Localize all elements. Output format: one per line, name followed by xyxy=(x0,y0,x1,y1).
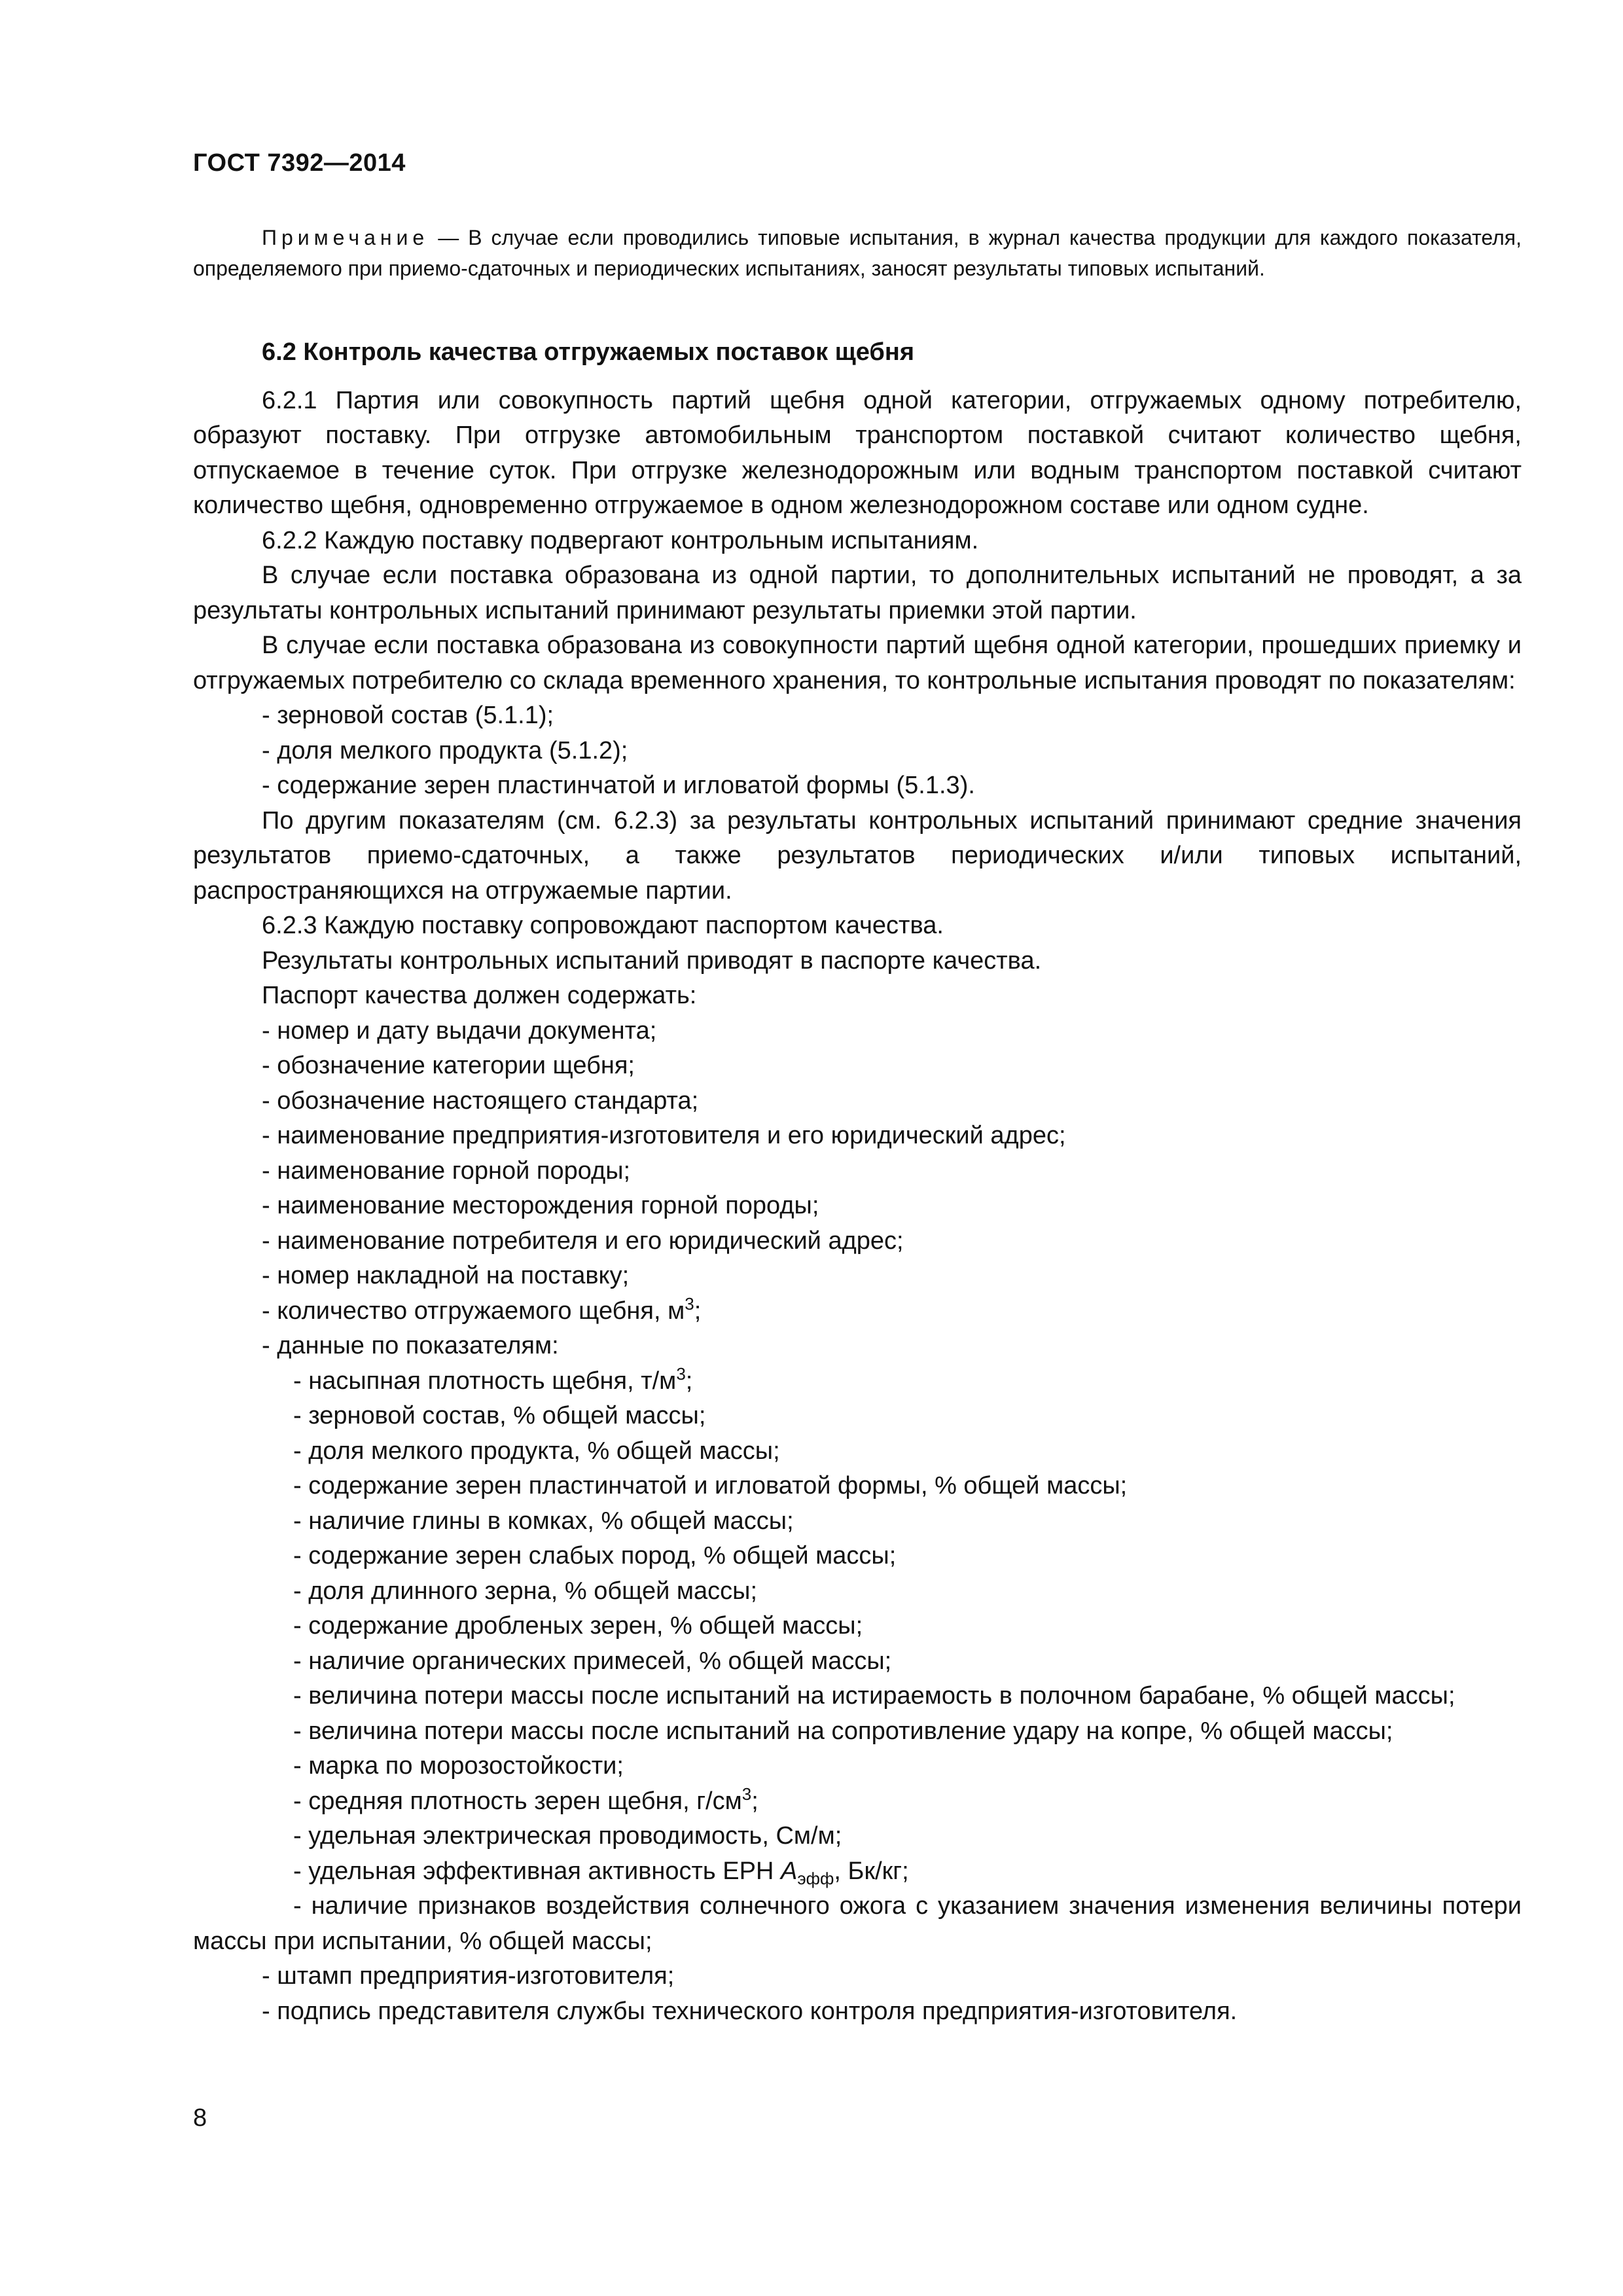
sublist-item: - доля мелкого продукта, % общей массы; xyxy=(293,1437,780,1465)
activity-text: - удельная эффективная активность ЕРН xyxy=(293,1857,781,1885)
sublist-item: - содержание зерен пластинчатой и игловатой формы, % общей массы; xyxy=(293,1472,1128,1499)
sublist-item-bulk-density xyxy=(193,1364,1522,1399)
sublist-item: - содержание зерен слабых пород, % общей массы; xyxy=(293,1542,897,1570)
grain-density-text: - средняя плотность зерен щебня, г/см xyxy=(293,1787,742,1815)
sublist-item: - содержание дробленых зерен, % общей массы; xyxy=(293,1612,863,1640)
sublist-item: - наличие глины в комках, % общей массы; xyxy=(293,1507,794,1535)
list-item: - номер и дату выдачи документа; xyxy=(262,1016,657,1045)
quantity-tail: ; xyxy=(694,1297,702,1325)
sublist-item: - доля длинного зерна, % общей массы; xyxy=(293,1577,758,1605)
list-item: - содержание зерен пластинчатой и игловатой формы (5.1.3). xyxy=(262,772,975,799)
list-item: - наименование предприятия-изготовителя и его юридический адрес; xyxy=(262,1122,1066,1149)
sublist-item-sunburn: - наличие признаков воздействия солнечного ожога с указанием значения изменения величины потери массы при испытании, % общей массы; xyxy=(193,1892,1522,1955)
sublist-item: - величина потери массы после испытаний на истираемость в полочном барабане, % общей массы; xyxy=(293,1682,1455,1710)
paragraph-6-2-2: 6.2.2 Каждую поставку подвергают контрольным испытаниям. xyxy=(262,526,979,554)
list-item-quantity xyxy=(193,1294,1522,1329)
paragraph-other-indicators: По другим показателям (см. 6.2.3) за результаты контрольных испытаний принимают средние значения результатов приемо-сдаточных, а также результатов периодических и/или типовых испытаний, распространяющихся на отгружаемые партии. xyxy=(193,806,1522,905)
list-item: - наименование горной породы; xyxy=(262,1157,631,1185)
sublist-item: - марка по морозостойкости; xyxy=(293,1752,624,1780)
sublist-item-grain-density xyxy=(193,1784,1522,1820)
paragraph-single-batch: В случае если поставка образована из одной партии, то дополнительных испытаний не проводят, а за результаты контрольных испытаний принимают результаты приемки этой партии. xyxy=(193,562,1522,624)
main-content xyxy=(193,335,1522,2029)
density-sup: 3 xyxy=(676,1363,686,1384)
paragraph-6-2-3: 6.2.3 Каждую поставку сопровождают паспортом качества. xyxy=(262,912,944,939)
sublist-item: - удельная электрическая проводимость, См/м; xyxy=(293,1822,842,1850)
list-item: - штамп предприятия-изготовителя; xyxy=(262,1962,675,1990)
density-tail: ; xyxy=(685,1367,693,1395)
page-number: 8 xyxy=(193,2104,207,2132)
section-title: 6.2 Контроль качества отгружаемых поставок щебня xyxy=(262,338,914,366)
paragraph-6-2-1: 6.2.1 Партия или совокупность партий щебня одной категории, отгружаемых одному потребителю, образуют поставку. При отгрузке автомобильным транспортом поставкой считают количество щебня, отпускаемое в течение суток. При отгрузке железнодорожным или водным транспортом поставкой считают количество щебня, одновременно отгружаемое в одном железнодорожном составе или одном судне. xyxy=(193,386,1522,519)
list-item: - обозначение настоящего стандарта; xyxy=(262,1086,699,1115)
document-header: ГОСТ 7392—2014 xyxy=(193,149,406,177)
list-item: - подпись представителя службы технического контроля предприятия-изготовителя. xyxy=(262,1997,1238,2025)
note-paragraph xyxy=(193,223,1522,284)
grain-density-tail: ; xyxy=(751,1787,758,1815)
grain-density-sup: 3 xyxy=(741,1784,752,1804)
activity-symbol: A xyxy=(780,1857,798,1885)
note-label: Примечание xyxy=(262,226,429,249)
sublist-item: - наличие органических примесей, % общей массы; xyxy=(293,1647,892,1675)
activity-tail: , Бк/кг; xyxy=(834,1857,909,1885)
paragraph-multi-batch: В случае если поставка образована из совокупности партий щебня одной категории, прошедших приемку и отгружаемых потребителю со склада временного хранения, то контрольные испытания проводят по показателям: xyxy=(193,632,1522,694)
list-item: - обозначение категории щебня; xyxy=(262,1052,635,1079)
note-text: — В случае если проводились типовые испытания, в журнал качества продукции для каждого показателя, определяемого при приемо-сдаточных и периодических испытаниях, заносят результаты типовых испытаний. xyxy=(193,226,1522,280)
list-item: - наименование месторождения горной породы; xyxy=(262,1192,819,1219)
quantity-text: - количество отгружаемого щебня, м xyxy=(262,1297,685,1325)
list-item-indicators: - данные по показателям: xyxy=(262,1332,559,1359)
list-item: - зерновой состав (5.1.1); xyxy=(262,702,554,729)
sublist-item-activity xyxy=(193,1854,1522,1890)
list-item: - доля мелкого продукта (5.1.2); xyxy=(262,736,628,764)
quantity-sup: 3 xyxy=(685,1293,694,1314)
list-item: - наименование потребителя и его юридический адрес; xyxy=(262,1227,904,1255)
paragraph-results: Результаты контрольных испытаний приводят в паспорте качества. xyxy=(262,946,1042,975)
sublist-item: - величина потери массы после испытаний на сопротивление удару на копре, % общей массы; xyxy=(293,1717,1393,1745)
sublist-item: - зерновой состав, % общей массы; xyxy=(293,1402,706,1429)
paragraph-passport-contents: Паспорт качества должен содержать: xyxy=(262,982,697,1009)
activity-sub: эфф xyxy=(797,1868,834,1888)
list-item: - номер накладной на поставку; xyxy=(262,1262,630,1289)
density-text: - насыпная плотность щебня, т/м xyxy=(293,1367,677,1395)
